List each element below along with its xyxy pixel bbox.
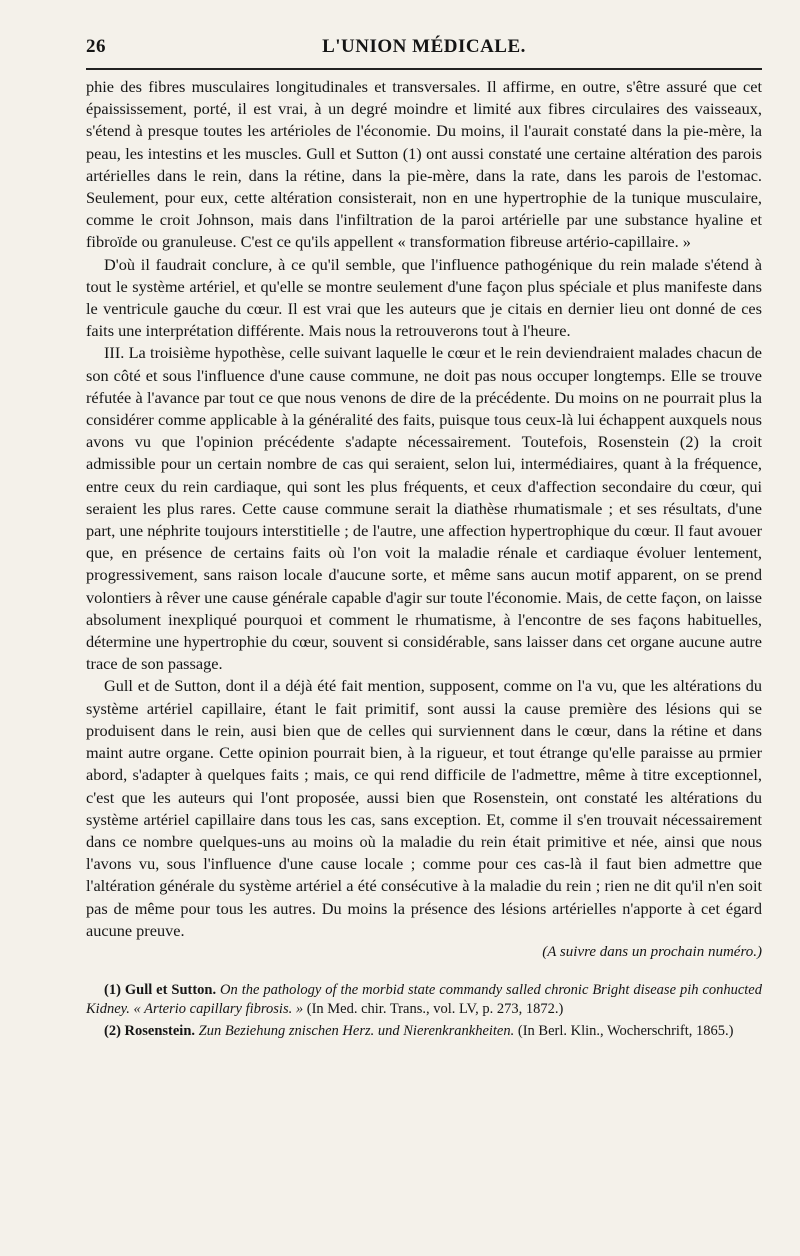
footnote bbox=[86, 981, 762, 1020]
paragraph: D'où il faudrait conclure, à ce qu'il semble, que l'influence pathogénique du rein malade s'étend à tout le système artériel, et qu'elle se montre seulement d'une façon plus spéciale et plus manifeste dans le ventricule gauche du cœur. Il est vrai que les auteurs que je citais en dernier lieu ont donné de ces faits une interprétation différente. Mais nous la retrouverons tout à l'heure. bbox=[86, 254, 762, 341]
footnote-reference: (In Berl. Klin., Wocherschrift, 1865.) bbox=[517, 1022, 734, 1039]
footnote-reference: (In Med. chir. Trans., vol. LV, p. 273, 1872.) bbox=[306, 1001, 564, 1018]
footnotes bbox=[86, 981, 762, 1042]
footnote-title: Zun Beziehung znischen Herz. und Nierenkrankheiten. bbox=[198, 1022, 515, 1039]
article-body bbox=[86, 76, 762, 942]
continued-note: (A suivre dans un prochain numéro.) bbox=[542, 943, 762, 960]
footnote bbox=[86, 1022, 762, 1042]
paragraph: Gull et de Sutton, dont il a déjà été fait mention, supposent, comme on l'a vu, que les altérations du système artériel capillaire, étant le fait primitif, sont aussi la cause première des lésions qui se produisent dans le rein, ausi bien que de celles qui surviennent dans le cœur, dans la rétine et dans maint autre organe. Cette opinion pourrait bien, à la rigueur, et tout étrange qu'elle paraisse au prmier abord, s'adapter à quelques faits ; mais, ce qui rend difficile de l'admettre, même à titre exceptionnel, c'est que les auteurs qui l'ont proposée, aussi bien que Rosenstein, ont constaté les altérations du système artériel capillaire dans tous les cas, sans exception. Et, comme il s'en trouvait nécessairement dans ce nombre quelques-uns au moins où la maladie du rein était primitive et née, ainsi que nous l'avons vu, sous l'influence d'une cause locale ; comme pour ces cas-là il faut bien admettre que l'altération générale du système artériel a été consécutive à la maladie du rein ; rien ne dit qu'il n'en soit pas de même pour tous les autres. Du moins la présence des lésions artérielles n'apporte à cet égard aucune preuve. bbox=[86, 676, 762, 940]
journal-title: L'UNION MÉDICALE. bbox=[322, 36, 526, 57]
paragraph: phie des fibres musculaires longitudinales et transversales. Il affirme, en outre, s'être assuré que cet épaississement, porté, il est vrai, à un degré moindre et limité aux fibres circulaires des vaisseaux, s'étend à presque toutes les artérioles de l'économie. Du moins, il l'aurait constaté dans la pie-mère, la peau, les intestins et les muscles. Gull et Sutton (1) ont aussi constaté une certaine altération des parois artérielles dans le rein, dans la rétine, dans la pie-mère, dans la rate, dans les parois de l'estomac. Seulement, pour eux, cette altération consisterait, non en une hypertrophie de la tunique musculaire, comme le croit Johnson, mais dans l'infiltration de la paroi artérielle par une substance hyaline et fibroïde ou granuleuse. C'est ce qu'ils appellent « transformation fibreuse artério-capillaire. » bbox=[86, 77, 762, 252]
page-number: 26 bbox=[86, 36, 106, 57]
running-header bbox=[86, 30, 762, 56]
footnote-marker: (2) Rosenstein. bbox=[104, 1022, 196, 1039]
footnote-title: On the pathology of the morbid state commandy salled chronic Bright disease pih conhucted Kidney. « Arterio capillary fibrosis. » bbox=[86, 981, 762, 1018]
page bbox=[86, 30, 762, 1043]
paragraph: III. La troisième hypothèse, celle suivant laquelle le cœur et le rein deviendraient malades chacun de son côté et sous l'influence d'une cause commune, ne doit pas nous occuper longtemps. Elle se trouve réfutée à l'avance par tout ce que nous venons de dire de la précédente. Du moins on ne pourrait plus la considérer comme applicable à la généralité des faits, puisque tous ceux-là lui échappent auxquels nous avons vu que l'opinion précédente s'adapte nécessairement. Toutefois, Rosenstein (2) la croit admissible pour un certain nombre de cas qui seraient, selon lui, intermédiaires, quant à la fréquence, entre ceux du rein cardiaque, qui sont les plus fréquents, et ceux d'affection secondaire du cœur, qui seraient les plus rares. Cette cause commune serait la diathèse rhumatismale ; et ses résultats, d'une part, une néphrite toujours interstitielle ; de l'autre, une affection hypertrophique du cœur. Il faut avouer que, en présence de certains faits où l'on voit la maladie rénale et cardiaque évoluer lentement, progressivement, sans raison locale d'aucune sorte, et même sans aucun motif apparent, on se prend volontiers à rêver une cause générale capable d'agir sur toute l'économie. Mais, de cette façon, on laisse absolument inexpliqué pourquoi et comment le rhumatisme, à l'encontre de ses façons habituelles, détermine une hypertrophie du cœur, souvent si considérable, sans laisser dans cet organe aucune autre trace de son passage. bbox=[86, 343, 762, 674]
footnote-marker: (1) Gull et Sutton. bbox=[104, 981, 217, 998]
header-rule bbox=[86, 68, 762, 70]
